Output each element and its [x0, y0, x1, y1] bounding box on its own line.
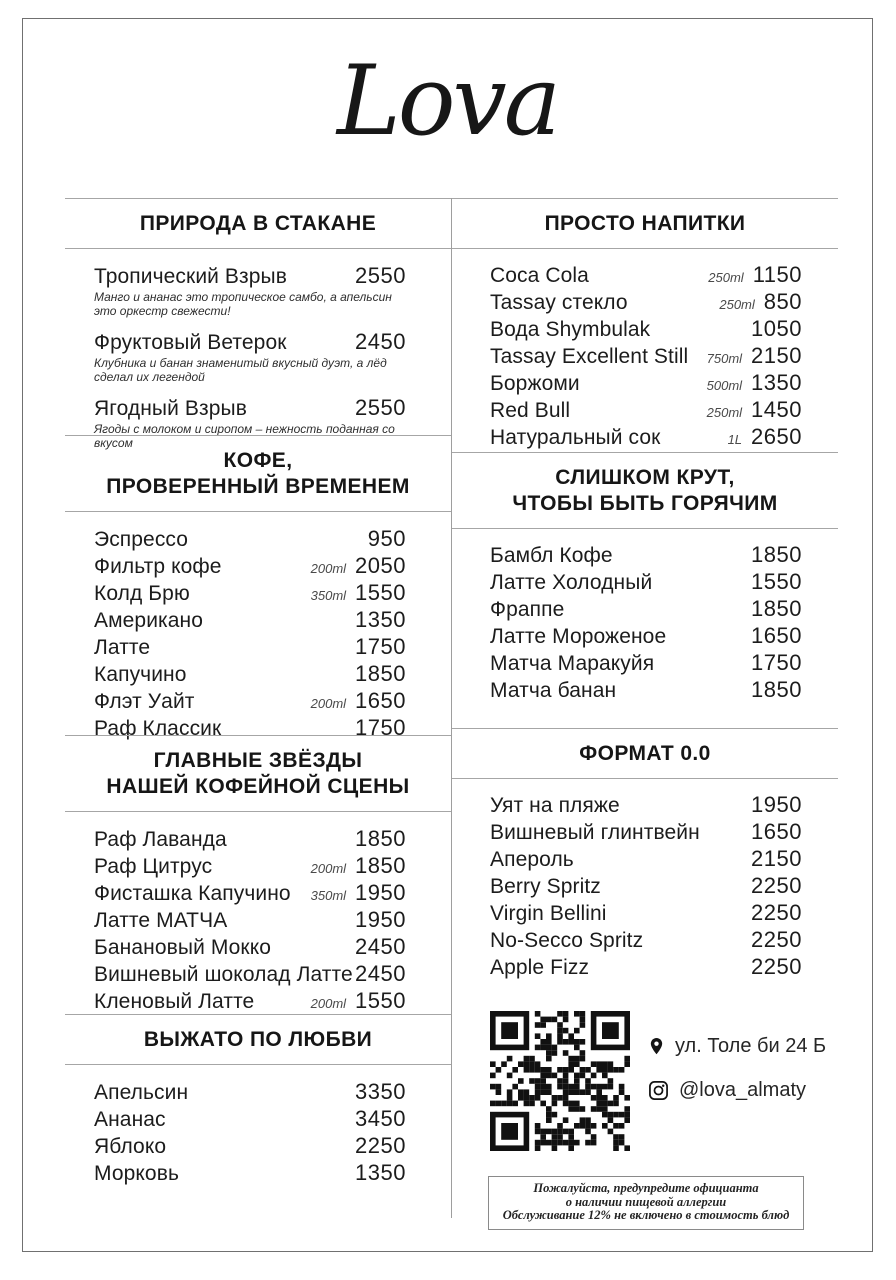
menu-item: [490, 262, 802, 289]
item-price: 1750: [355, 715, 406, 740]
item-price: 3450: [355, 1106, 406, 1131]
item-description: Ягоды с молоком и сиропом – нежность поданная со вкусом: [94, 422, 395, 450]
item-price: 1850: [751, 596, 802, 621]
section-header: [65, 435, 451, 512]
item-price: 1650: [751, 819, 802, 844]
item-name: Матча банан: [490, 679, 617, 702]
item-name: Red Bull: [490, 399, 571, 422]
menu-item: [490, 424, 802, 451]
brand-logo: Lova: [336, 45, 558, 157]
item-name: Фруктовый Ветерок: [94, 331, 287, 354]
item-price: 2150: [751, 343, 802, 368]
item-size-label: 750ml: [706, 351, 743, 366]
menu-section: [65, 1014, 451, 1187]
item-price: 3350: [355, 1079, 406, 1104]
item-size-label: 200ml: [310, 696, 347, 711]
item-price: 950: [367, 526, 406, 551]
item-name: Вода Shymbulak: [490, 318, 651, 341]
item-price: 1850: [355, 853, 406, 878]
address-text: ул. Толе би 24 Б: [675, 1035, 827, 1057]
item-size-label: 250ml: [706, 405, 743, 420]
menu-column-right: [452, 198, 838, 1222]
menu-section: [65, 435, 451, 742]
item-name: Раф Классик: [94, 717, 222, 740]
item-name: Банановый Мокко: [94, 936, 272, 959]
notice-line: Пожалуйста, предупредите официанта: [533, 1181, 759, 1195]
menu-item: [94, 1133, 406, 1160]
item-size-label: 200ml: [310, 996, 347, 1011]
item-price: 2050: [355, 553, 406, 578]
item-size-label: 200ml: [310, 561, 347, 576]
item-price: 1950: [355, 880, 406, 905]
item-name: Фильтр кофе: [94, 555, 222, 578]
item-name: Яблоко: [94, 1135, 167, 1158]
section-items: [452, 529, 838, 704]
item-name: Эспрессо: [94, 528, 189, 551]
item-name: Вишневый шоколад Латте: [94, 963, 353, 986]
section-header: [65, 198, 451, 249]
item-price: 1750: [751, 650, 802, 675]
item-name: Ананас: [94, 1108, 166, 1131]
menu-item: [94, 961, 406, 988]
menu-item: [490, 792, 802, 819]
notice-line: Обслуживание 12% не включено в стоимость блюд: [502, 1208, 790, 1222]
menu-item: [490, 316, 802, 343]
menu-item: [94, 553, 406, 580]
item-price: 2650: [751, 424, 802, 449]
item-name: Латте: [94, 636, 151, 659]
section-header: [65, 735, 451, 812]
menu-item: [490, 542, 802, 569]
item-size-label: 350ml: [310, 588, 347, 603]
section-header: [452, 728, 838, 779]
item-price: 2550: [355, 263, 406, 288]
section-items: [65, 812, 451, 1015]
item-price: 2250: [751, 900, 802, 925]
item-price: 1950: [751, 792, 802, 817]
menu-item: [490, 927, 802, 954]
menu-item: [94, 880, 406, 907]
menu-page: [22, 18, 873, 1252]
item-price: 1650: [355, 688, 406, 713]
menu-item: [94, 661, 406, 688]
item-name: Морковь: [94, 1162, 179, 1185]
item-price: 1650: [751, 623, 802, 648]
item-price: 850: [763, 289, 802, 314]
menu-item: [94, 988, 406, 1015]
item-name: Тропический Взрыв: [94, 265, 287, 288]
instagram-handle: @lova_almaty: [679, 1079, 807, 1101]
section-title: ЧТОБЫ БЫТЬ ГОРЯЧИМ: [512, 492, 778, 515]
item-name: Раф Цитрус: [94, 855, 213, 878]
item-name: Раф Лаванда: [94, 828, 227, 851]
item-name: Фисташка Капучино: [94, 882, 291, 905]
menu-item: [94, 580, 406, 607]
item-name: No-Secco Spritz: [490, 929, 644, 952]
section-title: КОФЕ,: [223, 449, 293, 472]
item-name: Tassay Excellent Still: [490, 345, 689, 368]
menu-item: [94, 329, 406, 354]
section-title: ФОРМАТ 0.0: [579, 742, 711, 765]
section-title: ПРОСТО НАПИТКИ: [544, 212, 746, 235]
item-name: Уят на пляже: [490, 794, 620, 817]
section-title: ПРОВЕРЕННЫЙ ВРЕМЕНЕМ: [106, 475, 410, 498]
menu-section: [452, 728, 838, 981]
location-pin-icon: [648, 1035, 665, 1058]
item-size-label: 200ml: [310, 861, 347, 876]
item-price: 1850: [751, 677, 802, 702]
menu-item: [94, 526, 406, 553]
item-price: 1450: [751, 397, 802, 422]
section-header: [65, 1014, 451, 1065]
item-name: Ягодный Взрыв: [94, 397, 247, 420]
menu-item: [94, 607, 406, 634]
menu-item: [94, 263, 406, 288]
instagram-row: [648, 1079, 806, 1102]
item-size-label: 250ml: [708, 270, 744, 285]
item-name: Фраппе: [490, 598, 565, 621]
section-items: [452, 779, 838, 981]
instagram-icon: [648, 1080, 669, 1101]
item-name: Матча Маракуйя: [490, 652, 655, 675]
menu-section: [452, 198, 838, 451]
menu-item: [490, 397, 802, 424]
item-name: Американо: [94, 609, 204, 632]
menu-item: [94, 934, 406, 961]
item-size-label: 1L: [727, 432, 743, 447]
item-price: 1050: [751, 316, 802, 341]
section-title: СЛИШКОМ КРУТ,: [555, 466, 735, 489]
menu-item: [490, 623, 802, 650]
item-size-label: 350ml: [310, 888, 347, 903]
section-items: [65, 249, 451, 450]
item-price: 1550: [355, 580, 406, 605]
item-name: Апельсин: [94, 1081, 189, 1104]
item-price: 1550: [751, 569, 802, 594]
section-items: [65, 512, 451, 742]
item-price: 1750: [355, 634, 406, 659]
menu-item: [490, 900, 802, 927]
item-price: 1850: [355, 661, 406, 686]
item-name: Капучино: [94, 663, 187, 686]
qr-contact-block: [452, 1011, 838, 1181]
item-size-label: 250ml: [719, 297, 755, 312]
address-row: [648, 1035, 826, 1058]
notice-line: о наличии пищевой аллергии: [565, 1194, 727, 1209]
section-title: ГЛАВНЫЕ ЗВЁЗДЫ: [153, 749, 363, 772]
menu-item: [490, 954, 802, 981]
item-name: Колд Брю: [94, 582, 190, 605]
menu-item: [490, 370, 802, 397]
item-price: 1550: [355, 988, 406, 1013]
item-name: Апероль: [490, 848, 574, 871]
item-price: 2250: [751, 927, 802, 952]
menu-section: [65, 198, 451, 461]
menu-section: [452, 452, 838, 704]
menu-item: [94, 1106, 406, 1133]
item-price: 1950: [355, 907, 406, 932]
menu-item: [490, 569, 802, 596]
section-items: [452, 249, 838, 451]
item-price: 1850: [355, 826, 406, 851]
menu-item: [94, 1079, 406, 1106]
item-price: 2250: [751, 954, 802, 979]
item-name: Флэт Уайт: [94, 690, 195, 713]
item-price: 1350: [355, 1160, 406, 1185]
menu-item: [94, 853, 406, 880]
menu-item: [490, 819, 802, 846]
section-title: ВЫЖАТО ПО ЛЮБВИ: [143, 1028, 373, 1051]
menu-column-left: [65, 198, 452, 1218]
menu-item: [94, 634, 406, 661]
menu-item: [94, 1160, 406, 1187]
qr-code: [490, 1011, 630, 1151]
item-name: Бамбл Кофе: [490, 544, 613, 567]
item-description: Манго и ананас это тропическое самбо, а апельсин это оркестр свежести!: [94, 290, 392, 318]
item-name: Латте Мороженое: [490, 625, 667, 648]
menu-item: [94, 826, 406, 853]
item-name: Латте МАТЧА: [94, 909, 228, 932]
item-name: Латте Холодный: [490, 571, 653, 594]
menu-item: [490, 289, 802, 316]
item-name: Кленовый Латте: [94, 990, 255, 1013]
menu-body: [65, 198, 838, 1222]
section-header: [452, 452, 838, 529]
item-name: Berry Spritz: [490, 875, 601, 898]
menu-item: [490, 596, 802, 623]
section-header: [452, 198, 838, 249]
menu-item: [94, 395, 406, 420]
allergy-notice: [488, 1176, 804, 1230]
item-price: 1350: [751, 370, 802, 395]
item-price: 2450: [355, 961, 406, 986]
item-name: Virgin Bellini: [490, 902, 607, 925]
item-price: 2250: [751, 873, 802, 898]
item-price: 2250: [355, 1133, 406, 1158]
menu-item: [94, 688, 406, 715]
item-size-label: 500ml: [706, 378, 743, 393]
item-price: 2450: [355, 329, 406, 354]
menu-item: [490, 677, 802, 704]
item-price: 2550: [355, 395, 406, 420]
item-price: 1850: [751, 542, 802, 567]
item-name: Coca Cola: [490, 264, 589, 287]
item-description: Клубника и банан знаменитый вкусный дуэт, а лёд сделал их легендой: [94, 356, 387, 384]
menu-item: [490, 343, 802, 370]
item-price: 1350: [355, 607, 406, 632]
item-name: Натуральный сок: [490, 426, 661, 449]
item-name: Боржоми: [490, 372, 580, 395]
item-price: 2150: [751, 846, 802, 871]
menu-item: [490, 650, 802, 677]
item-name: Tassay стекло: [490, 291, 628, 314]
section-items: [65, 1065, 451, 1187]
item-price: 1150: [752, 262, 802, 287]
menu-item: [490, 873, 802, 900]
menu-item: [490, 846, 802, 873]
section-title: НАШЕЙ КОФЕЙНОЙ СЦЕНЫ: [106, 775, 410, 798]
item-name: Вишневый глинтвейн: [490, 821, 700, 844]
section-title: ПРИРОДА В СТАКАНЕ: [139, 212, 377, 235]
menu-section: [65, 735, 451, 1015]
menu-item: [94, 907, 406, 934]
item-price: 2450: [355, 934, 406, 959]
item-name: Apple Fizz: [490, 956, 590, 979]
